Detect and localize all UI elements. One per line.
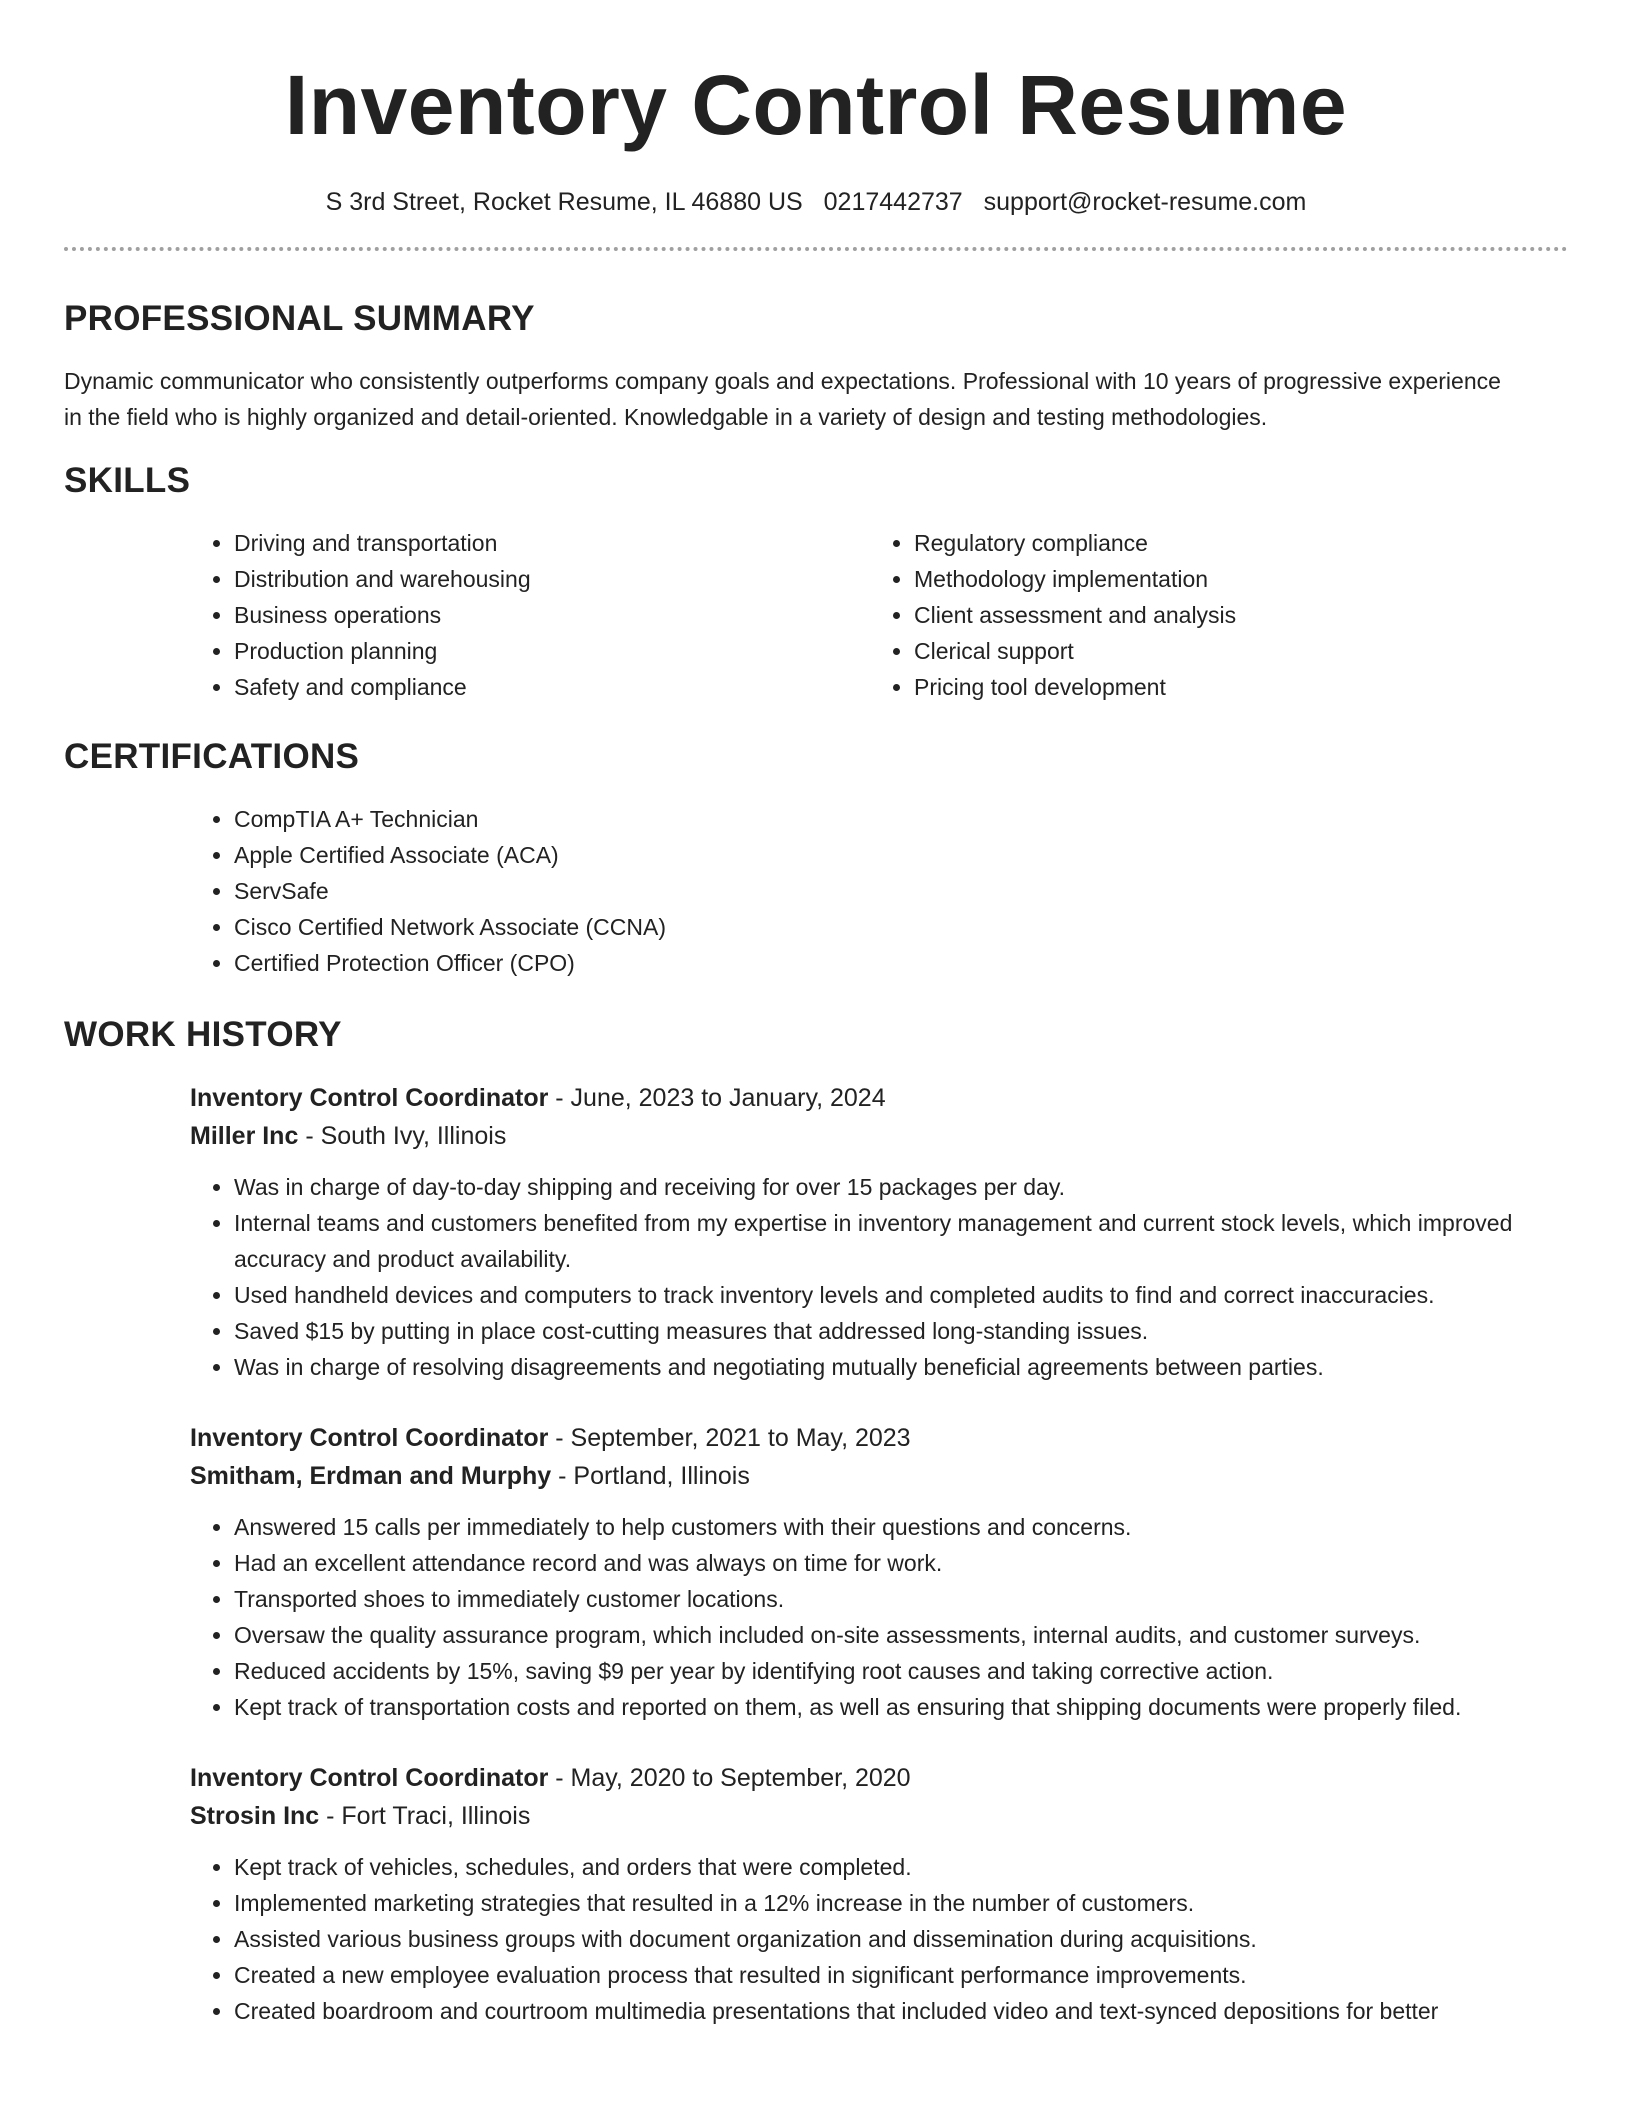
resume-page <box>64 0 1568 2029</box>
skill-item: • Pricing tool development <box>914 669 1550 705</box>
contact-address: S 3rd Street, Rocket Resume, IL 46880 US <box>325 188 803 216</box>
job-company-line <box>190 1797 1568 1835</box>
skill-item: • Safety and compliance <box>234 669 870 705</box>
job-entry <box>190 1759 1568 2029</box>
job-bullet: • Reduced accidents by 15%, saving $9 per year by identifying root causes and taking corrective action. <box>234 1653 1538 1689</box>
skill-item: • Methodology implementation <box>914 561 1550 597</box>
job-dates: - June, 2023 to January, 2024 <box>548 1084 886 1112</box>
certification-item: • CompTIA A+ Technician <box>234 801 1568 837</box>
job-title-line <box>190 1759 1568 1797</box>
skill-item: • Production planning <box>234 633 870 669</box>
job-title: Inventory Control Coordinator <box>190 1424 549 1452</box>
skills-right-column <box>870 525 1550 705</box>
job-bullet: • Created a new employee evaluation process that resulted in significant performance improvements. <box>234 1957 1538 1993</box>
skills-columns <box>190 525 1568 705</box>
job-location: - Fort Traci, Illinois <box>319 1802 531 1830</box>
contact-phone[interactable]: 0217442737 <box>823 188 963 216</box>
summary-heading: PROFESSIONAL SUMMARY <box>64 299 535 338</box>
job-bullet: • Answered 15 calls per immediately to help customers with their questions and concerns. <box>234 1509 1538 1545</box>
job-dates: - September, 2021 to May, 2023 <box>548 1424 911 1452</box>
job-company-line <box>190 1457 1568 1495</box>
certification-item: • ServSafe <box>234 873 1568 909</box>
header-divider <box>64 247 1568 251</box>
job-location: - South Ivy, Illinois <box>298 1122 507 1150</box>
job-bullet: • Implemented marketing strategies that resulted in a 12% increase in the number of customers. <box>234 1885 1538 1921</box>
job-company-line <box>190 1117 1568 1155</box>
summary-text: Dynamic communicator who consistently outperforms company goals and expectations. Professional with 10 years of progressive experience in the field who is highly organized and detail-oriented. Knowledgable in a variety of design and testing methodologies. <box>64 368 1501 430</box>
job-bullet: • Was in charge of day-to-day shipping and receiving for over 15 packages per day. <box>234 1169 1538 1205</box>
job-dates: - May, 2020 to September, 2020 <box>548 1764 911 1792</box>
job-bullet: • Oversaw the quality assurance program, which included on-site assessments, internal audits, and customer surveys. <box>234 1617 1538 1653</box>
job-bullet: • Had an excellent attendance record and was always on time for work. <box>234 1545 1538 1581</box>
skill-item: • Clerical support <box>914 633 1550 669</box>
skill-item: • Client assessment and analysis <box>914 597 1550 633</box>
skill-item: • Driving and transportation <box>234 525 870 561</box>
job-bullet: • Created boardroom and courtroom multimedia presentations that included video and text-synced depositions for better <box>234 1993 1538 2029</box>
job-company: Strosin Inc <box>190 1802 320 1830</box>
job-entry <box>190 1419 1568 1725</box>
job-bullet: • Was in charge of resolving disagreements and negotiating mutually beneficial agreements between parties. <box>234 1349 1538 1385</box>
job-entry <box>190 1079 1568 1385</box>
job-title: Inventory Control Coordinator <box>190 1084 549 1112</box>
skills-section <box>64 459 1568 705</box>
certifications-list <box>190 801 1568 981</box>
job-title-line <box>190 1419 1568 1457</box>
work-history-heading: WORK HISTORY <box>64 1015 342 1054</box>
contact-email[interactable]: support@rocket-resume.com <box>983 188 1307 216</box>
skill-item: • Distribution and warehousing <box>234 561 870 597</box>
job-bullet: • Assisted various business groups with document organization and dissemination during acquisitions. <box>234 1921 1538 1957</box>
job-bullet: • Kept track of vehicles, schedules, and orders that were completed. <box>234 1849 1538 1885</box>
work-history-section <box>64 1013 1568 2029</box>
contact-line <box>64 184 1568 220</box>
job-company: Miller Inc <box>190 1122 299 1150</box>
certification-item: • Certified Protection Officer (CPO) <box>234 945 1568 981</box>
certification-item: • Apple Certified Associate (ACA) <box>234 837 1568 873</box>
job-bullet: • Internal teams and customers benefited from my expertise in inventory management and current stock levels, which improved accuracy and product availability. <box>234 1205 1538 1277</box>
skill-item: • Business operations <box>234 597 870 633</box>
job-location: - Portland, Illinois <box>551 1462 750 1490</box>
resume-title: Inventory Control Resume <box>284 58 1348 152</box>
skills-left-column <box>190 525 870 705</box>
skill-item: • Regulatory compliance <box>914 525 1550 561</box>
certification-item: • Cisco Certified Network Associate (CCNA) <box>234 909 1568 945</box>
job-title-line <box>190 1079 1568 1117</box>
job-bullet: • Transported shoes to immediately customer locations. <box>234 1581 1538 1617</box>
job-title: Inventory Control Coordinator <box>190 1764 549 1792</box>
job-bullet: • Used handheld devices and computers to track inventory levels and completed audits to find and correct inaccuracies. <box>234 1277 1538 1313</box>
job-bullet: • Saved $15 by putting in place cost-cutting measures that addressed long-standing issues. <box>234 1313 1538 1349</box>
certifications-section <box>64 735 1568 981</box>
certifications-heading: CERTIFICATIONS <box>64 737 360 776</box>
job-company: Smitham, Erdman and Murphy <box>190 1462 552 1490</box>
summary-section <box>64 297 1568 435</box>
skills-heading: SKILLS <box>64 461 191 500</box>
job-bullet: • Kept track of transportation costs and reported on them, as well as ensuring that shipping documents were properly filed. <box>234 1689 1538 1725</box>
